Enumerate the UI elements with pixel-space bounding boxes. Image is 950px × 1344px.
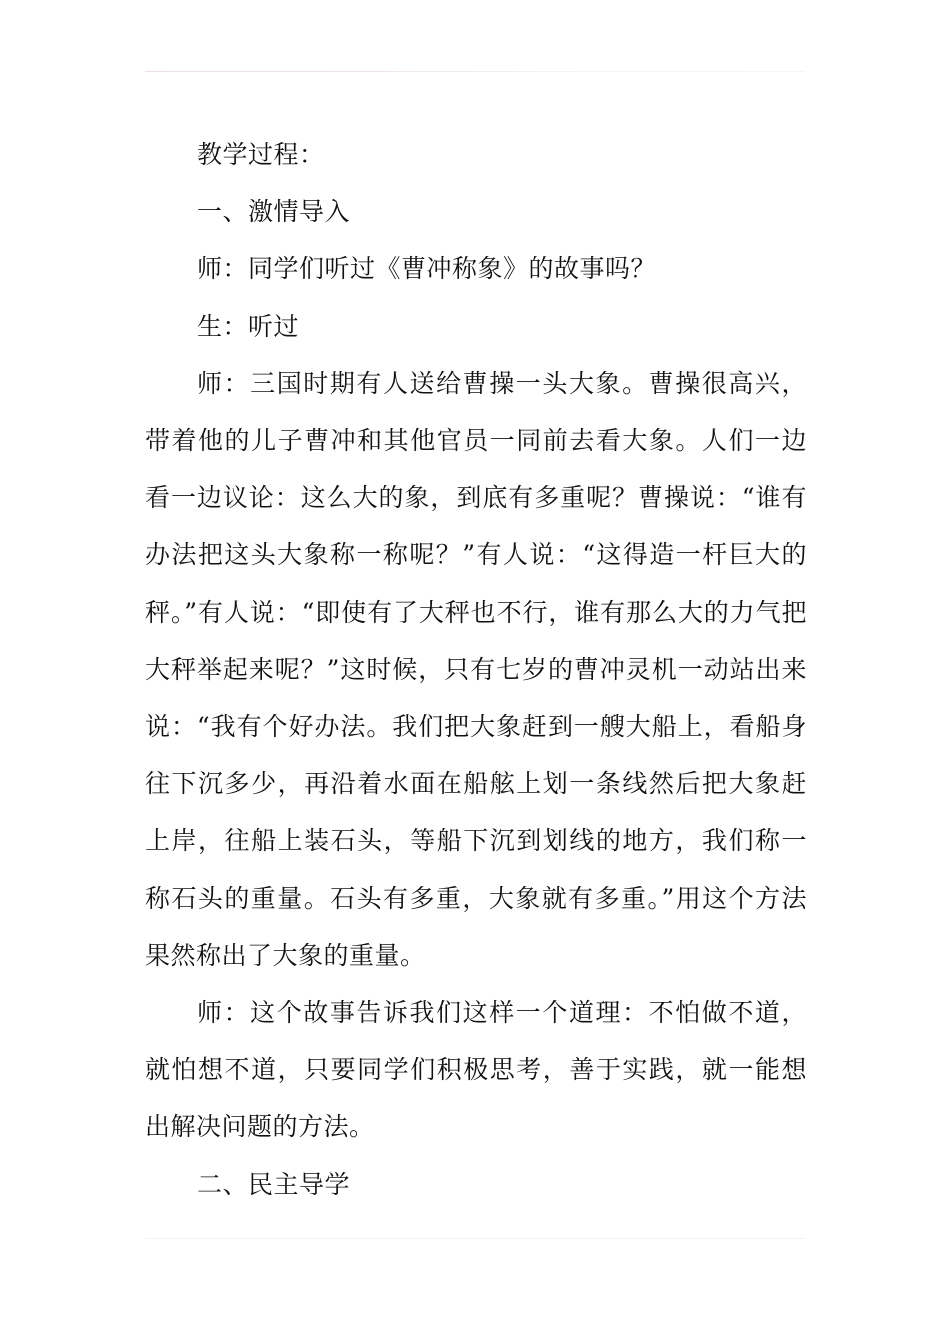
paragraph-process-heading: 教学过程： <box>197 140 325 169</box>
paragraph-moral: 师：这个故事告诉我们这样一个道理：不怕做不道，就怕想不道，只要同学们积极思考，善于实践，就一能想出解决问题的方法。 <box>145 998 807 1142</box>
paragraph-story: 师：三国时期有人送给曹操一头大象。曹操很高兴，带着他的儿子曹冲和其他官员一同前去看大象。人们一边看一边议论：这么大的象，到底有多重呢？曹操说：“谁有办法把这头大象称一称呢？”有人说：“这得造一杆巨大的秤。”有人说：“即使有了大秤也不行，谁有那么大的力气把大秤举起来呢？”这时候，只有七岁的曹冲灵机一动站出来说：“我有个好办法。我们把大象赶到一艘大船上，看船身往下沉多少，再沿着水面在船舷上划一条线然后把大象赶上岸，往船上装石头，等船下沉到划线的地方，我们称一称石头的重量。石头有多重，大象就有多重。”用这个方法果然称出了大象的重量。 <box>145 368 807 970</box>
paragraph-section-one-heading: 一、激情导入 <box>197 197 351 227</box>
paragraph-section-two-heading: 二、民主导学 <box>197 1169 351 1199</box>
paragraph-student-answer: 生：听过 <box>197 311 300 341</box>
footer-rule <box>145 1238 805 1239</box>
paragraph-teacher-question: 师：同学们听过《曹冲称象》的故事吗？ <box>197 254 657 284</box>
document-body <box>145 126 807 1213</box>
header-rule <box>145 71 805 72</box>
